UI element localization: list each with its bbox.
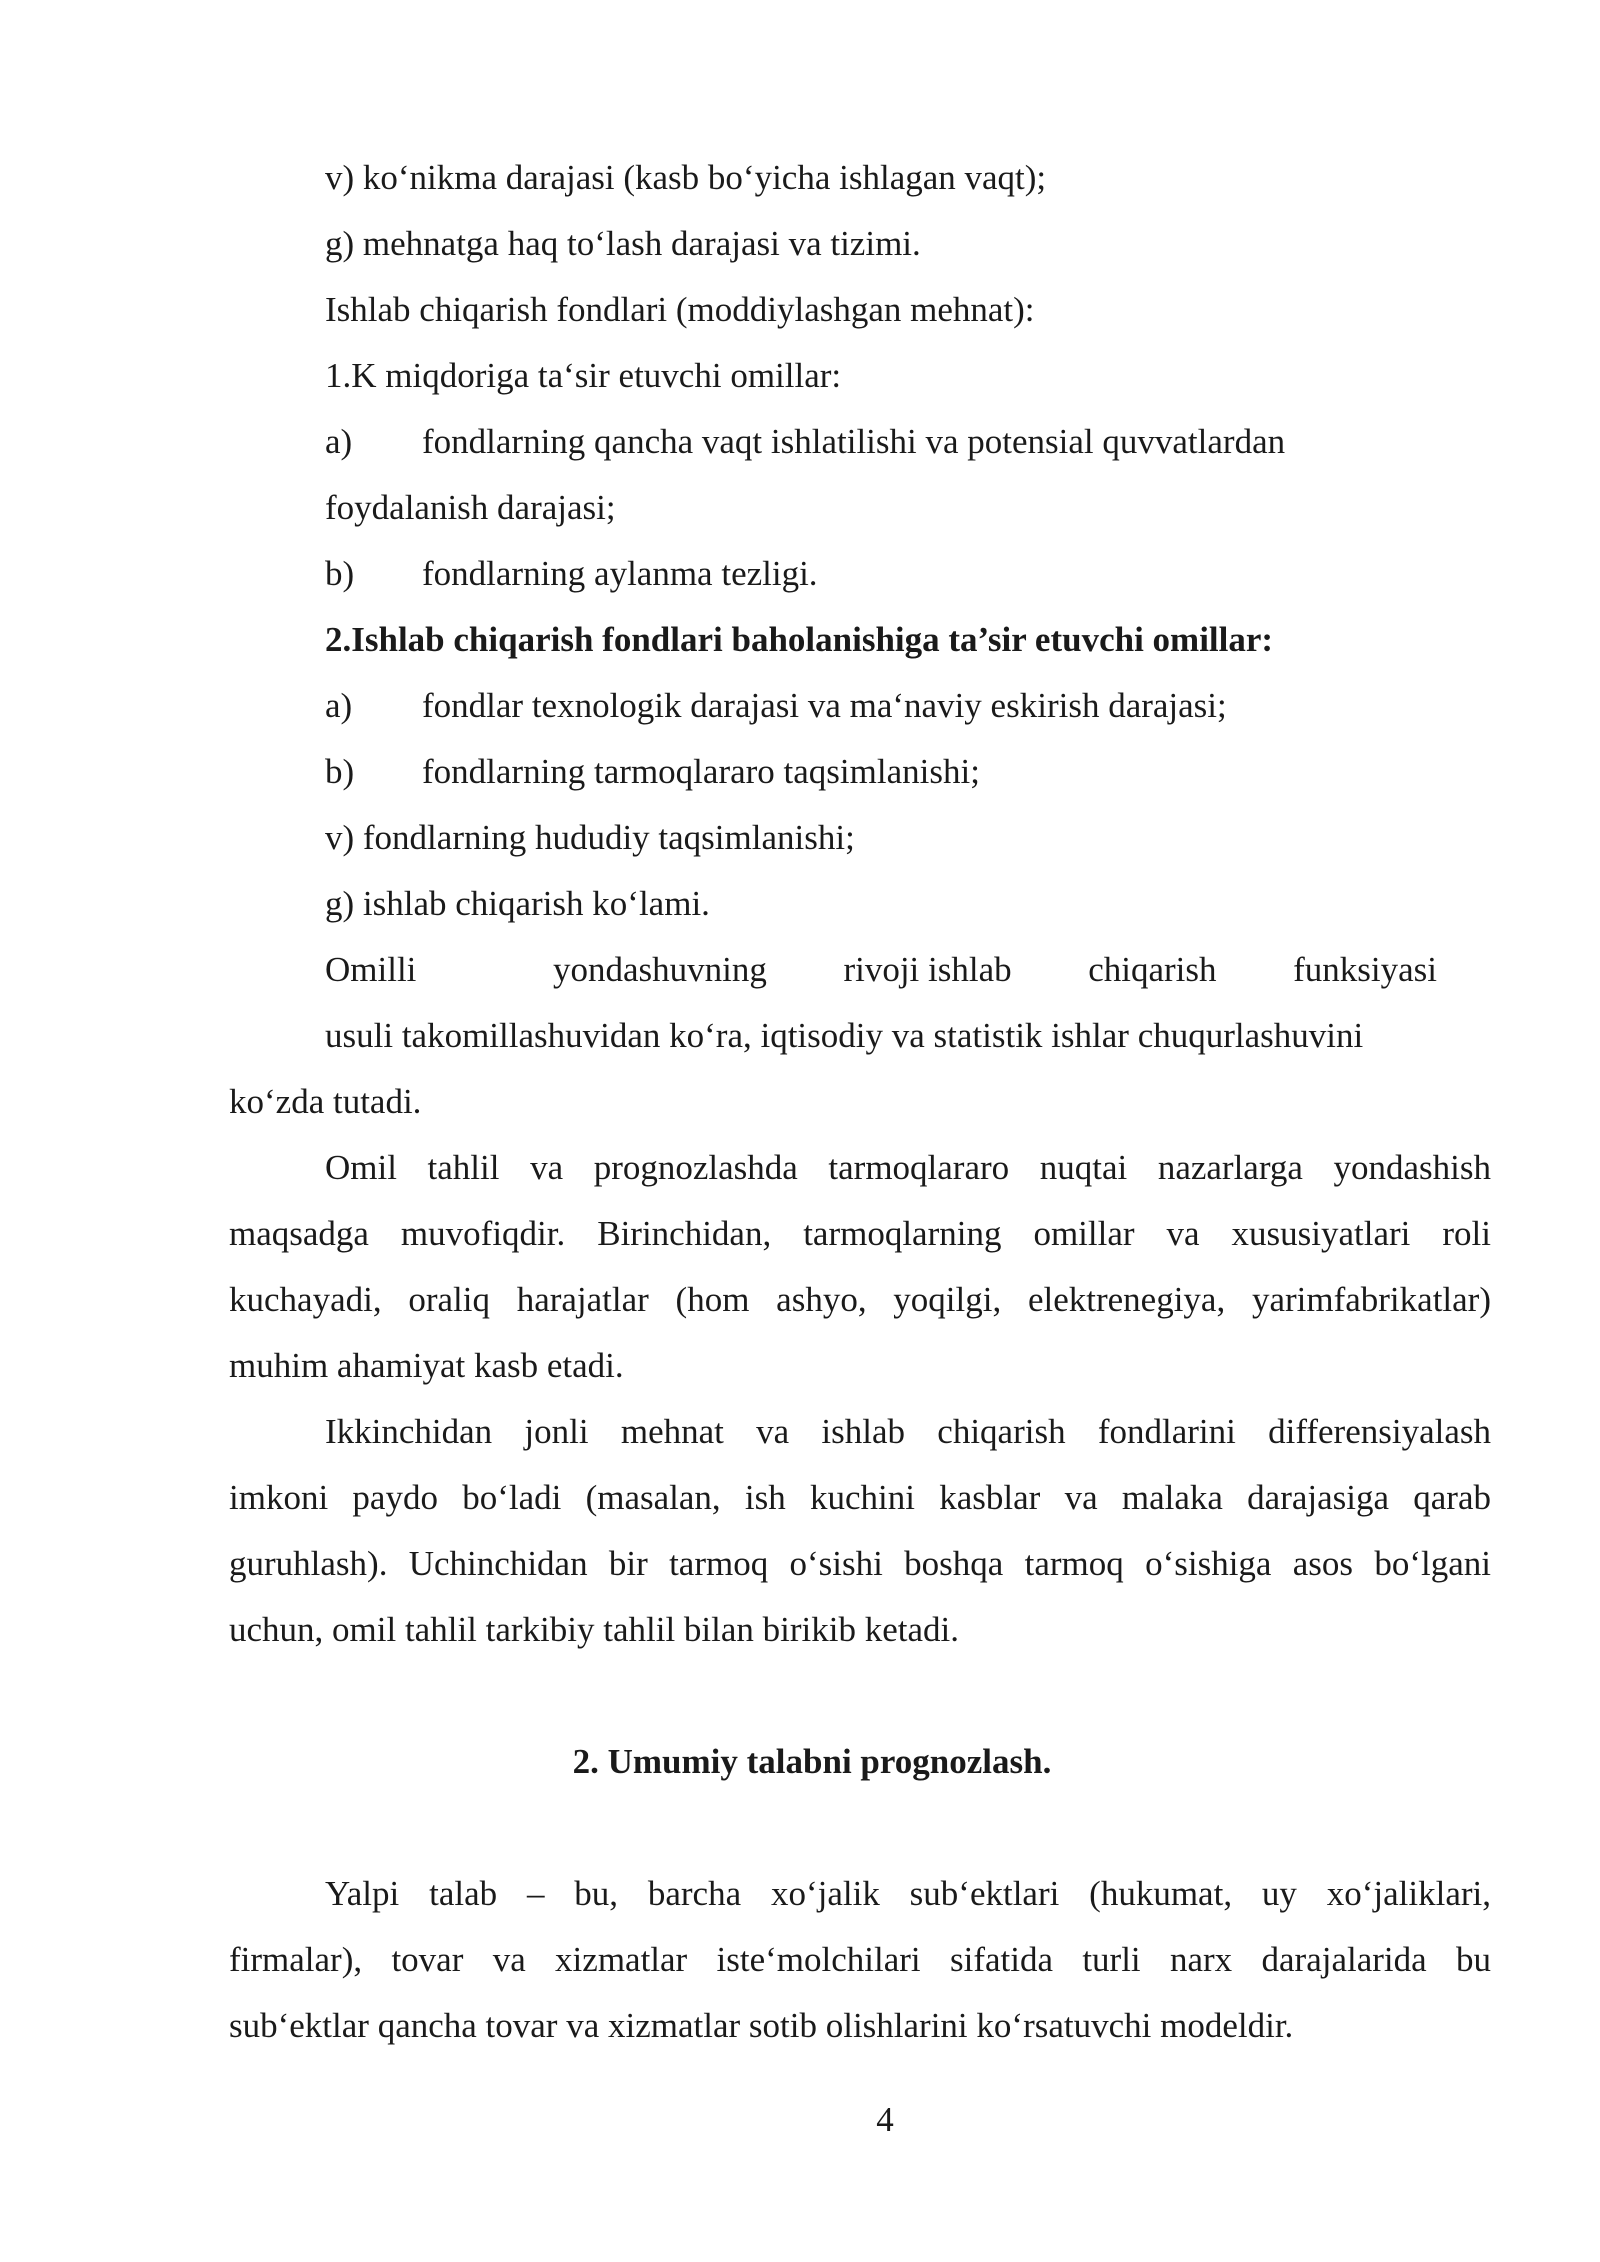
omilli-line-2: usuli takomillashuvidan koʻra, iqtisodiy va statistik ishlar chuqurlashuvini — [325, 1016, 1364, 1055]
k-item-a-marker: a) — [325, 422, 353, 461]
k-factors-heading: 1.K miqdoriga taʻsir etuvchi omillar: — [325, 356, 842, 395]
word: yondashuvning — [552, 950, 767, 989]
k-item-a-continuation: foydalanish darajasi; — [325, 488, 616, 527]
k-item-b-marker: b) — [325, 554, 355, 593]
word: ishlab — [928, 950, 1012, 989]
word: funksiyasi — [1293, 950, 1437, 989]
para-yalpi-line-2: firmalar), tovar va xizmatlar isteʻmolchilari sifatida turli narx darajalarida bu — [229, 1940, 1491, 1979]
para-ikki-line-2: imkoni paydo boʻladi (masalan, ish kuchini kasblar va malaka darajasiga qarab — [229, 1478, 1491, 1517]
factor-item-b-text: fondlarning tarmoqlararo taqsimlanishi; — [422, 752, 980, 791]
para-omil-line-1: Omil tahlil va prognozlashda tarmoqlararo nuqtai nazarlarga yondashish — [325, 1148, 1491, 1187]
factor-item-b-marker: b) — [325, 752, 355, 791]
word — [843, 952, 1011, 987]
list-line-g-pay: g) mehnatga haq toʻlash darajasi va tizimi. — [325, 224, 921, 263]
para-omil-line-4: muhim ahamiyat kasb etadi. — [229, 1346, 624, 1385]
k-item-a-text: fondlarning qancha vaqt ishlatilishi va potensial quvvatlardan — [422, 422, 1286, 461]
para-ikki-line-1: Ikkinchidan jonli mehnat va ishlab chiqarish fondlarini differensiyalash — [325, 1412, 1491, 1451]
para-yalpi-line-1: Yalpi talab – bu, barcha xoʻjalik subʻektlari (hukumat, uy xoʻjaliklari, — [325, 1874, 1491, 1913]
para-omil-line-3: kuchayadi, oraliq harajatlar (hom ashyo, yoqilgi, elektrenegiya, yarimfabrikatlar) — [229, 1280, 1491, 1319]
page-number: 4 — [876, 2100, 894, 2139]
factor-item-a-text: fondlar texnologik darajasi va maʻnaviy eskirish darajasi; — [422, 686, 1227, 725]
omilli-line-1 — [325, 952, 1437, 987]
word: chiqarish — [1088, 950, 1217, 989]
word: rivoji — [843, 950, 920, 989]
para-ikki-line-3: guruhlash). Uchinchidan bir tarmoq oʻsishi boshqa tarmoq oʻsishiga asos boʻlgani — [229, 1544, 1491, 1583]
word: Omilli — [325, 950, 417, 989]
list-line-v-regional: v) fondlarning hududiy taqsimlanishi; — [325, 818, 855, 857]
omilli-line-3: koʻzda tutadi. — [229, 1082, 422, 1121]
para-omil-line-2: maqsadga muvofiqdir. Birinchidan, tarmoqlarning omillar va xususiyatlari roli — [229, 1214, 1491, 1253]
list-line-g-scale: g) ishlab chiqarish koʻlami. — [325, 884, 710, 923]
k-item-b-text: fondlarning aylanma tezligi. — [422, 554, 818, 593]
factor-item-a-marker: a) — [325, 686, 353, 725]
list-line-v-skill: v) koʻnikma darajasi (kasb boʻyicha ishlagan vaqt); — [325, 158, 1047, 197]
para-ikki-line-4: uchun, omil tahlil tarkibiy tahlil bilan birikib ketadi. — [229, 1610, 960, 1649]
funds-heading: Ishlab chiqarish fondlari (moddiylashgan mehnat): — [325, 290, 1035, 329]
para-yalpi-line-3: subʻektlar qancha tovar va xizmatlar sotib olishlarini koʻrsatuvchi modeldir. — [229, 2006, 1294, 2045]
funds-evaluation-heading: 2.Ishlab chiqarish fondlari baholanishiga ta’sir etuvchi omillar: — [325, 620, 1274, 659]
section-title: 2. Umumiy talabni prognozlash. — [572, 1742, 1052, 1781]
